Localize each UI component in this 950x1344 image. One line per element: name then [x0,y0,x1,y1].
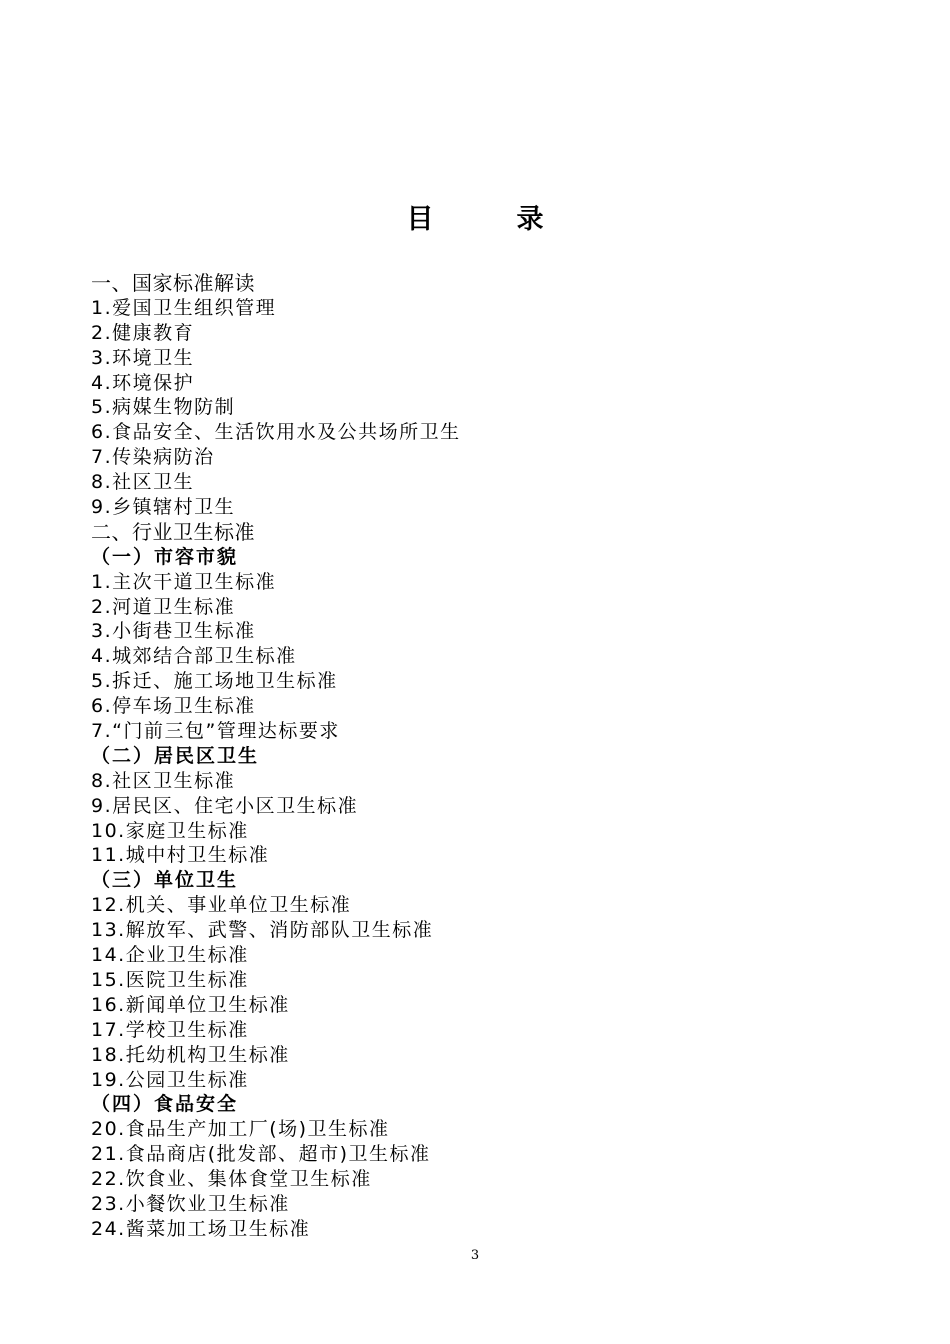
toc-item: 23.小餐饮业卫生标准 [91,1192,290,1215]
toc-item: 14.企业卫生标准 [91,944,249,967]
toc-item: 5.病媒生物防制 [91,396,236,419]
toc-subsection-heading: （二）居民区卫生 [91,744,260,767]
toc-item: 21.食品商店(批发部、超市)卫生标准 [91,1143,431,1166]
toc-subsection-heading: （四）食品安全 [91,1093,239,1116]
toc-item: 18.托幼机构卫生标准 [91,1043,290,1066]
toc-subsection-heading: （一）市容市貌 [91,545,239,568]
toc-item: 24.酱菜加工场卫生标准 [91,1217,311,1240]
toc-item: 2.健康教育 [91,321,195,344]
toc-item: 12.机关、事业单位卫生标准 [91,894,352,917]
toc-section-heading: 二、行业卫生标准 [91,519,255,544]
toc-item: 3.小街巷卫生标准 [91,620,256,643]
toc-item: 9.乡镇辖村卫生 [91,496,236,519]
page-title: 目 录 [406,204,572,235]
page-number: 3 [470,1248,480,1263]
toc-item: 8.社区卫生 [91,471,195,494]
toc-item: 4.城郊结合部卫生标准 [91,645,297,668]
toc-item: 20.食品生产加工厂(场)卫生标准 [91,1118,390,1141]
toc-subsection-heading: （三）单位卫生 [91,869,239,892]
toc-item: 7.传染病防治 [91,446,215,469]
toc-item: 16.新闻单位卫生标准 [91,993,290,1016]
toc-item: 5.拆迁、施工场地卫生标准 [91,670,338,693]
table-of-contents [91,271,871,1242]
toc-item: 13.解放军、武警、消防部队卫生标准 [91,919,434,942]
toc-item: 11.城中村卫生标准 [91,844,270,867]
toc-item: 6.停车场卫生标准 [91,695,256,718]
toc-item: 19.公园卫生标准 [91,1068,249,1091]
toc-item: 9.居民区、住宅小区卫生标准 [91,794,359,817]
toc-item: 10.家庭卫生标准 [91,819,249,842]
toc-item: 8.社区卫生标准 [91,769,236,792]
toc-item: 3.环境卫生 [91,346,195,369]
toc-item: 1.爱国卫生组织管理 [91,296,277,319]
toc-item: 22.饮食业、集体食堂卫生标准 [91,1168,372,1191]
toc-item: 15.医院卫生标准 [91,968,249,991]
toc-section-heading: 一、国家标准解读 [91,271,255,295]
toc-item: 4.环境保护 [91,371,195,394]
toc-item: 6.食品安全、生活饮用水及公共场所卫生 [91,421,461,444]
toc-item: 17.学校卫生标准 [91,1018,249,1041]
toc-item: 1.主次干道卫生标准 [91,570,277,593]
toc-item: 2.河道卫生标准 [91,595,236,618]
toc-item: 7.“门前三包”管理达标要求 [91,720,340,743]
